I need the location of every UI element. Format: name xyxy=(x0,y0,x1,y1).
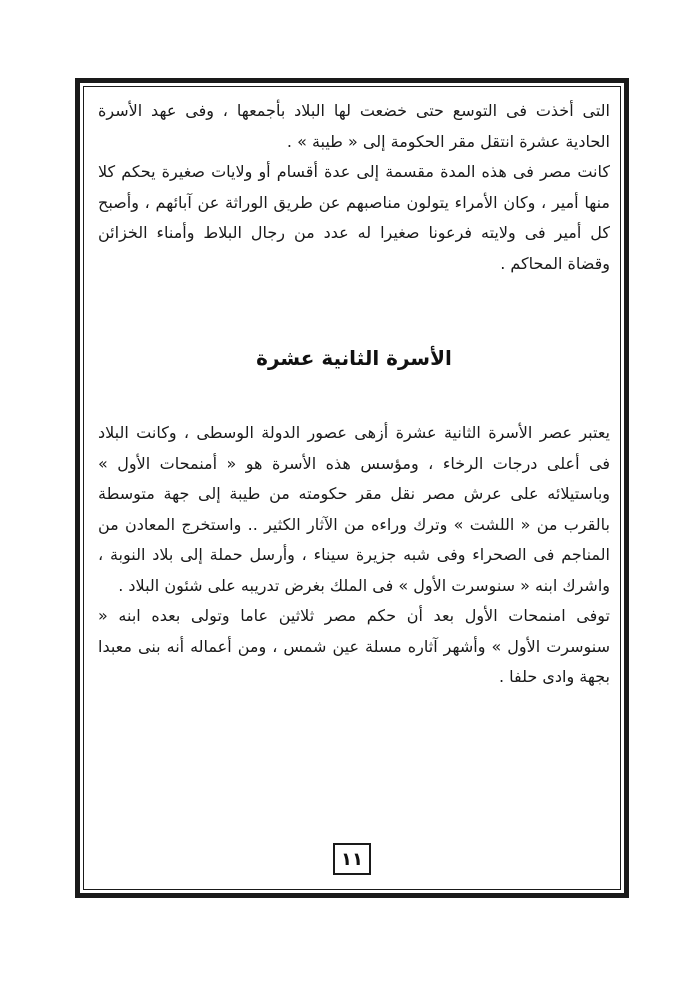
section-2-text xyxy=(98,418,610,693)
paragraph: توفى امنمحات الأول بعد أن حكم مصر ثلاثين عاما وتولى بعده ابنه « سنوسرت الأول » وأشهر آثاره مسلة عين شمس ، ومن أعماله أنه بنى معبدا بجهة وادى حلفا . xyxy=(98,606,610,686)
section-1-text xyxy=(98,96,610,279)
paragraph: كانت مصر فى هذه المدة مقسمة إلى عدة أقسام أو ولايات صغيرة يحكم كلا منها أمير ، وكان الأمراء يتولون مناصبهم عن طريق الوراثة عن آبائهم ، وأصبح كل أمير فى ولايته فرعونا صغيرا له عدد من رجال البلاط وأمناء الخزائن وقضاة المحاكم . xyxy=(98,162,610,273)
paragraph: التى أخذت فى التوسع حتى خضعت لها البلاد بأجمعها ، وفى عهد الأسرة الحادية عشرة انتقل مقر الحكومة إلى « طيبة » . xyxy=(98,101,610,151)
paragraph: يعتبر عصر الأسرة الثانية عشرة أزهى عصور الدولة الوسطى ، وكانت البلاد فى أعلى درجات الرخاء ، ومؤسس هذه الأسرة هو « أمنمحات الأول » وباستيلائه على عرش مصر نقل مقر حكومته من طيبة إلى جهة متوسطة بالقرب من « اللشت » وترك وراءه من الآثار الكثير .. واستخرج المعادن من المناجم فى الصحراء وفى شبه جزيرة سيناء ، وأرسل حملة إلى بلاد النوبة ، واشرك ابنه « سنوسرت الأول » فى الملك بغرض تدريبه على شئون البلاد . xyxy=(98,423,610,595)
page-number: ١١ xyxy=(333,843,371,875)
section-heading: الأسرة الثانية عشرة xyxy=(256,346,452,370)
